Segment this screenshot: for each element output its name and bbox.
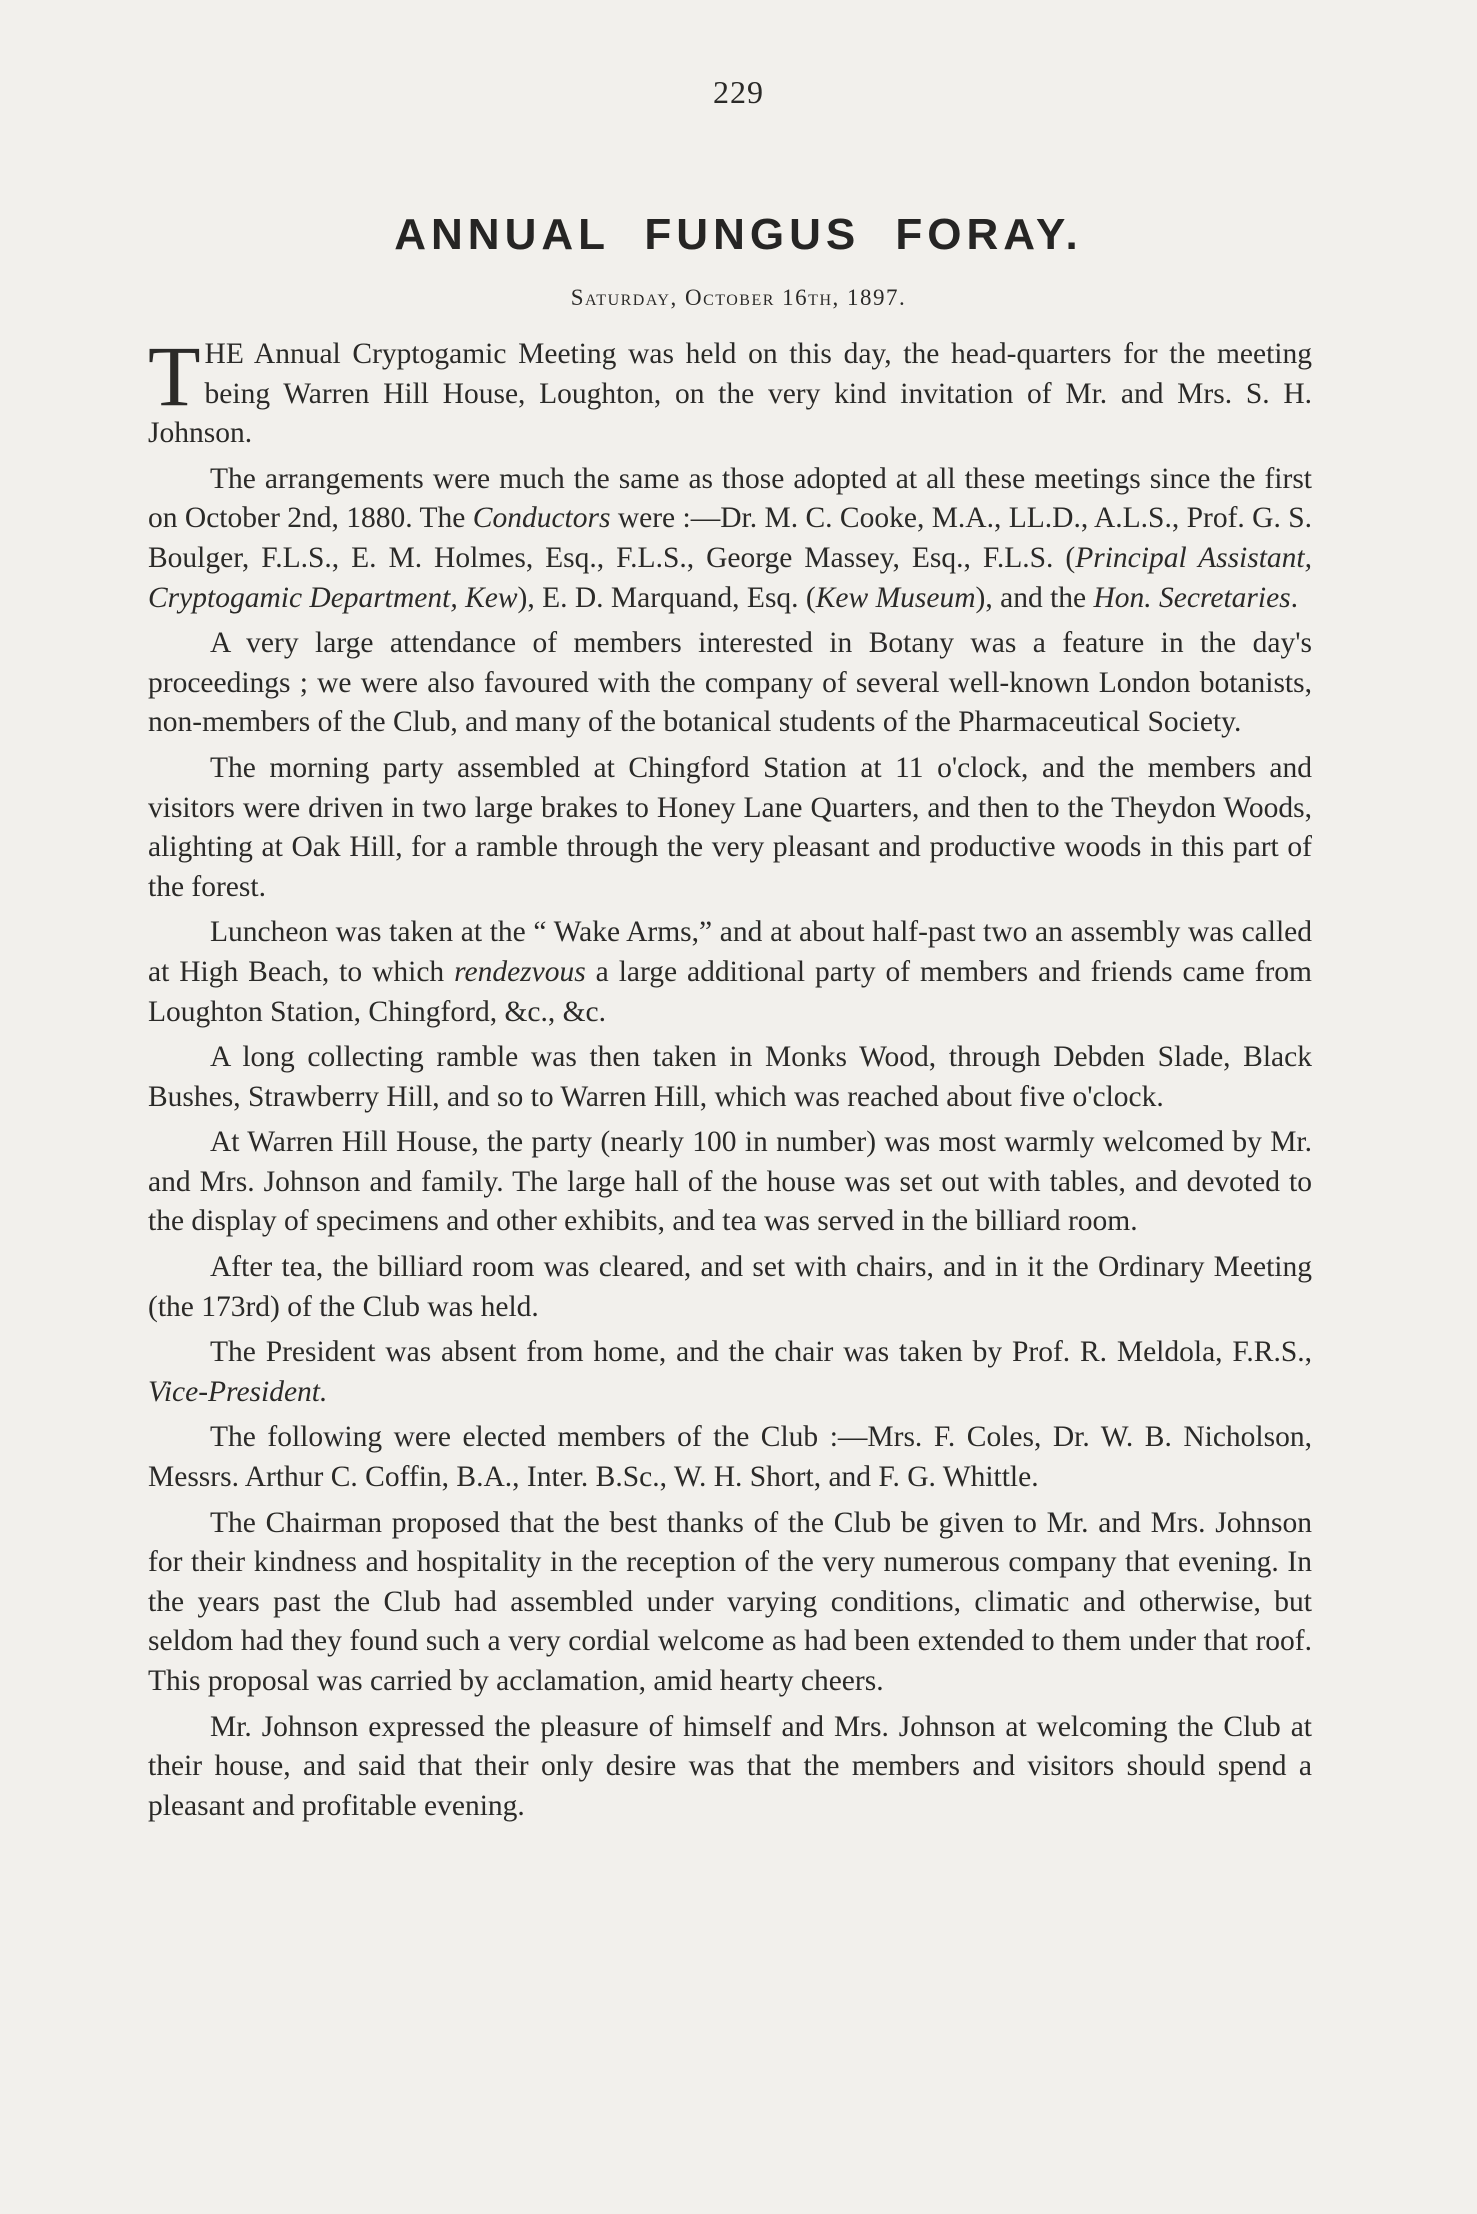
paragraph-3: A very large attendance of members interested in Botany was a feature in the day's proceedings ; we were also favoured with the company of several well-known London botanists, non-members of the Club, and many of the botanical students of the Pharmaceutical Society. bbox=[148, 627, 1312, 739]
p2-text-e: . bbox=[1290, 581, 1299, 614]
p2-italic-principal-assistant: Principal Assistant, Cryptogamic Department, Kew bbox=[148, 541, 1313, 614]
p2-text-a: The arrangements were much the same as those adopted at all these meetings since the first on October 2nd, 1880. The bbox=[148, 462, 1312, 535]
paragraph-4: The morning party assembled at Chingford Station at 11 o'clock, and the members and visitors were driven in two large brakes to Honey Lane Quarters, and then to the Theydon Woods, alighting at Oak Hill, for a ramble through the very pleasant and productive woods in this part of the forest. bbox=[148, 751, 1312, 903]
p2-italic-hon-secretaries: Hon. Secretaries bbox=[1093, 581, 1291, 614]
paragraph-1 bbox=[148, 328, 1312, 454]
p2-text-c: ), E. D. Marquand, Esq. ( bbox=[517, 581, 816, 614]
p9-italic-vice-president: Vice-President. bbox=[148, 1375, 328, 1408]
p2-italic-kew-museum: Kew Museum bbox=[815, 581, 976, 614]
article-title: ANNUAL FUNGUS FORAY. bbox=[394, 210, 1083, 259]
p2-text-b: were :—Dr. M. C. Cooke, M.A., LL.D., A.L.S., Prof. G. S. Boulger, F.L.S., E. M. Holmes, Esq., F.L.S., George Massey, Esq., F.L.S. ( bbox=[148, 502, 1312, 574]
p9-text-a: The President was absent from home, and the chair was taken by Prof. R. Meldola, F.R.S., bbox=[210, 1336, 1312, 1369]
paragraph-7: At Warren Hill House, the party (nearly 100 in number) was most warmly welcomed by Mr. and Mrs. Johnson and family. The large hall of the house was set out with tables, and devoted to the display of specimens and other exhibits, and tea was served in the billiard room. bbox=[148, 1126, 1312, 1238]
paragraph-2 bbox=[148, 460, 1312, 618]
paragraph-1-text: HE Annual Cryptogamic Meeting was held on this day, the head-quarters for the meeting being Warren Hill House, Loughton, on the very kind invitation of Mr. and Mrs. S. H. Johnson. bbox=[148, 338, 1312, 450]
p2-text-d: ), and the bbox=[975, 581, 1094, 614]
p5-text-b: a large additional party of members and friends came from Loughton Station, Chingford, &c., &c. bbox=[148, 955, 1312, 1028]
dateline: Saturday, October 16th, 1897. bbox=[570, 285, 907, 310]
p2-italic-conductors: Conductors bbox=[472, 502, 611, 535]
paragraph-6: A long collecting ramble was then taken in Monks Wood, through Debden Slade, Black Bushes, Strawberry Hill, and so to Warren Hill, which was reached about five o'clock. bbox=[148, 1041, 1312, 1113]
page-number: 229 bbox=[713, 74, 764, 110]
paragraph-8: After tea, the billiard room was cleared, and set with chairs, and in it the Ordinary Meeting (the 173rd) of the Club was held. bbox=[148, 1251, 1312, 1323]
paragraph-11: The Chairman proposed that the best thanks of the Club be given to Mr. and Mrs. Johnson for their kindness and hospitality in the reception of the very numerous company that evening. In the years past the Club had assembled under varying conditions, climatic and otherwise, but seldom had they found such a very cordial welcome as had been extended to them under that roof. This proposal was carried by acclamation, amid hearty cheers. bbox=[148, 1506, 1312, 1697]
p5-italic-rendezvous: rendezvous bbox=[454, 955, 586, 988]
paragraph-10: The following were elected members of the Club :—Mrs. F. Coles, Dr. W. B. Nicholson, Messrs. Arthur C. Coffin, B.A., Inter. B.Sc., W. H. Short, and F. G. Whittle. bbox=[148, 1421, 1312, 1494]
p5-text-a: Luncheon was taken at the “ Wake Arms,” and at about half-past two an assembly was called at High Beach, to which bbox=[148, 916, 1312, 988]
paragraph-5 bbox=[148, 913, 1312, 1032]
article-body bbox=[148, 328, 1313, 1832]
paragraph-12: Mr. Johnson expressed the pleasure of himself and Mrs. Johnson at welcoming the Club at their house, and said that their only desire was that the members and visitors should spend a pleasant and profitable evening. bbox=[148, 1710, 1312, 1822]
drop-cap: T bbox=[148, 328, 201, 424]
paragraph-9 bbox=[148, 1333, 1312, 1412]
